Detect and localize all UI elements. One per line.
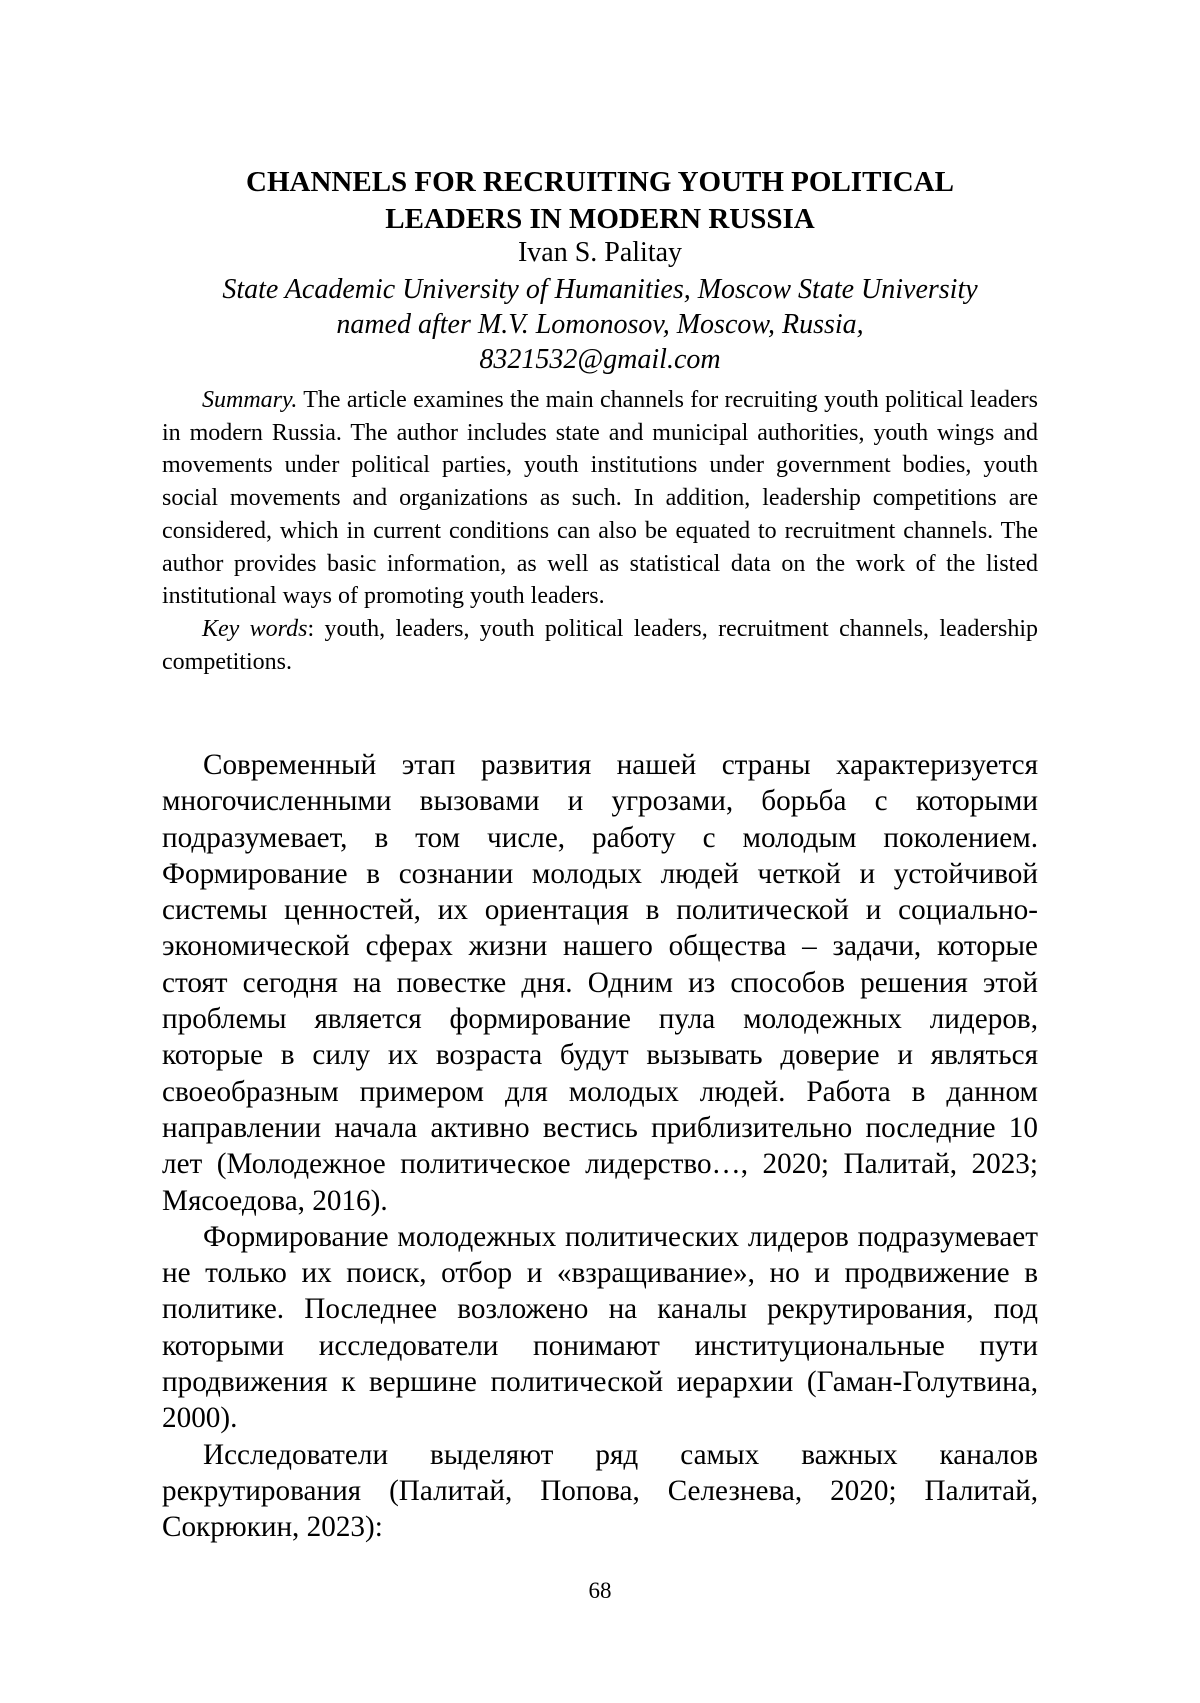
- author-affiliation: [160, 272, 1040, 377]
- article-title-line-1: CHANNELS FOR RECRUITING YOUTH POLITICAL: [246, 166, 954, 198]
- affiliation-line-2: named after M.V. Lomonosov, Moscow, Russia,: [336, 309, 864, 340]
- summary-label: Summary.: [202, 387, 298, 413]
- keywords-label: Key words: [202, 615, 308, 642]
- summary-paragraph: [162, 384, 1038, 613]
- keywords-text: : youth, leaders, youth political leaders, recruitment channels, leadership competitions.: [162, 615, 1039, 675]
- page-number: 68: [588, 1578, 612, 1603]
- summary-text: The article examines the main channels for recruiting youth political leaders in modern Russia. The author includes state and municipal authorities, youth wings and movements under political parties, youth institutions under government bodies, youth social movements and organizations as such. In addition, leadership competitions are considered, which in current conditions can also be equated to recruitment channels. The author provides basic information, as well as statistical data on the work of the listed institutional ways of promoting youth leaders.: [162, 387, 1038, 610]
- keywords-paragraph: [162, 613, 1038, 678]
- body-paragraph-1: Современный этап развития нашей страны характеризуется многочисленными вызовами и угрозами, борьба с которыми подразумевает, в том числе, работу с молодым поколением. Формирование в сознании молодых людей четкой и устойчивой системы ценностей, их ориентация в политической и социально-экономической сферах жизни нашего общества – задачи, которые стоят сегодня на повестке дня. Одним из способов решения этой проблемы является формирование пула молодежных лидеров, которые в силу их возраста будут вызывать доверие и являться своеобразным примером для молодых людей. Работа в данном направлении начала активно вестись приблизительно последние 10 лет (Молодежное политическое лидерство…, 2020; Палитай, 2023; Мясоедова, 2016).: [162, 749, 1038, 1217]
- article-title-line-2: LEADERS IN MODERN RUSSIA: [385, 203, 815, 235]
- body-paragraph-3: Исследователи выделяют ряд самых важных каналов рекрутирования (Палитай, Попова, Селезнева, 2020; Палитай, Сокрюкин, 2023):: [162, 1438, 1038, 1544]
- affiliation-line-1: State Academic University of Humanities, Moscow State University: [222, 274, 978, 305]
- main-text: [162, 747, 1038, 1546]
- author-email: 8321532@gmail.com: [479, 344, 721, 375]
- author-name: Ivan S. Palitay: [517, 237, 683, 268]
- article-title: [160, 164, 1040, 238]
- body-paragraph-2: Формирование молодежных политических лидеров подразумевает не только их поиск, отбор и «взращивание», но и продвижение в политике. Последнее возложено на каналы рекрутирования, под которыми исследователи понимают институциональные пути продвижения к вершине политической иерархии (Гаман-Голутвина, 2000).: [162, 1220, 1038, 1435]
- abstract-block: [162, 384, 1038, 678]
